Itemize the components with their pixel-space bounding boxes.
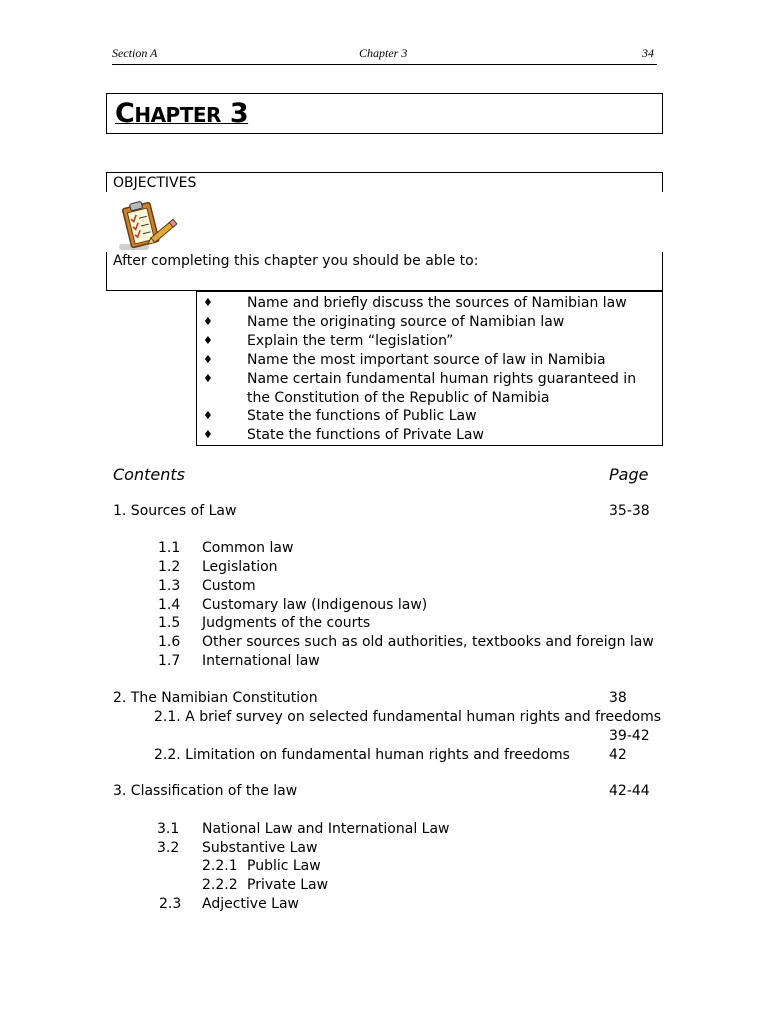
toc-page: 42	[609, 747, 627, 763]
toc-subnum: 1.2	[158, 559, 181, 575]
bullet-icon: ♦	[203, 372, 213, 385]
toc-subnum: 3.2	[157, 840, 180, 856]
toc-subnum: 1.7	[158, 653, 181, 669]
toc-subnum: 3.1	[157, 821, 180, 837]
toc-entry[interactable]: Other sources such as old authorities, textbooks and foreign law	[202, 634, 654, 650]
page-heading: Page	[609, 465, 649, 484]
toc-entry[interactable]: Common law	[202, 540, 294, 556]
contents-section-3[interactable]: 3. Classification of the law	[113, 783, 298, 799]
chapter-title-box	[106, 93, 663, 134]
toc-page: 39-42	[609, 728, 650, 744]
objectives-heading: OBJECTIVES	[113, 175, 197, 191]
contents-heading: Contents	[113, 465, 185, 484]
toc-subnum: 2.3	[159, 896, 182, 912]
objectives-intro: After completing this chapter you should be able to:	[113, 253, 479, 269]
toc-entry[interactable]: Private Law	[247, 877, 329, 893]
toc-subnum: 1.1	[158, 540, 181, 556]
contents-section-1[interactable]: 1. Sources of Law	[113, 503, 237, 519]
toc-entry[interactable]: Judgments of the courts	[202, 615, 371, 631]
bullet-icon: ♦	[203, 315, 213, 328]
toc-entry[interactable]: National Law and International Law	[202, 821, 450, 837]
bullet-icon: ♦	[203, 353, 213, 366]
toc-entry[interactable]: 2.1. A brief survey on selected fundamental human rights and freedoms	[154, 709, 662, 725]
toc-subnum: 1.4	[158, 597, 181, 613]
bullet-icon: ♦	[203, 428, 213, 441]
header-page-number: 34	[642, 46, 654, 60]
toc-entry[interactable]: 2.2. Limitation on fundamental human rights and freedoms	[154, 747, 570, 763]
header-chapter: Chapter 3	[359, 46, 408, 60]
toc-subnum: 2.2.1	[202, 858, 238, 874]
objectives-list: ♦ Name and briefly discuss the sources of Namibian law ♦ Name the originating source of Namibian law ♦ Explain the term “legislation” ♦ Name the most important source of law in Namibia ♦ Name certain fundamental human rights guaranteed in the Constitution of the Republic of Namibia ♦ State the functions of Public Law ♦ State the functions of Private Law	[196, 291, 663, 446]
clipboard-pencil-icon	[119, 200, 183, 252]
contents-page-1: 35-38	[609, 503, 650, 519]
toc-entry[interactable]: International law	[202, 653, 320, 669]
toc-entry[interactable]: Custom	[202, 578, 256, 594]
header-section: Section A	[112, 46, 158, 60]
contents-page-2: 38	[609, 690, 627, 706]
toc-entry[interactable]: Legislation	[202, 559, 278, 575]
toc-entry[interactable]: Public Law	[247, 858, 321, 874]
toc-subnum: 1.3	[158, 578, 181, 594]
chapter-title-initial: C	[115, 98, 135, 129]
toc-entry[interactable]: Customary law (Indigenous law)	[202, 597, 428, 613]
objectives-box	[106, 172, 663, 291]
header-rule	[112, 64, 657, 65]
toc-subnum: 2.2.2	[202, 877, 238, 893]
chapter-title	[115, 98, 248, 129]
toc-subnum: 1.6	[158, 634, 181, 650]
toc-entry[interactable]: Substantive Law	[202, 840, 318, 856]
contents-section-2[interactable]: 2. The Namibian Constitution	[113, 690, 318, 706]
contents-page-3: 42-44	[609, 783, 650, 799]
toc-subnum: 1.5	[158, 615, 181, 631]
bullet-icon: ♦	[203, 296, 213, 309]
bullet-icon: ♦	[203, 409, 213, 422]
chapter-title-number: 3	[229, 98, 249, 129]
toc-entry[interactable]: Adjective Law	[202, 896, 299, 912]
bullet-icon: ♦	[203, 334, 213, 347]
chapter-title-rest: HAPTER	[134, 103, 221, 127]
